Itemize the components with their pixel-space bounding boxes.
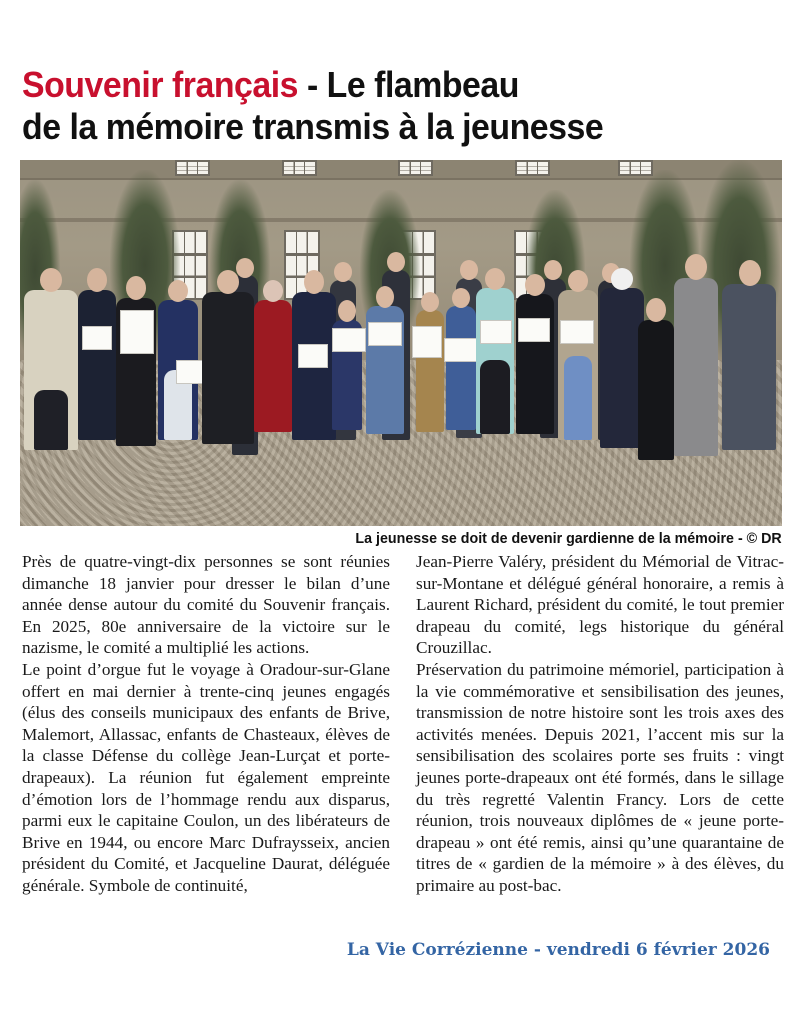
window	[398, 160, 433, 176]
person	[254, 300, 292, 432]
person-legs	[564, 356, 592, 440]
certificate	[120, 310, 154, 354]
person-head	[685, 254, 707, 280]
headline-title-line2: de la mémoire transmis à la jeunesse	[22, 106, 604, 148]
person-head	[87, 268, 107, 292]
person	[78, 290, 116, 440]
person-head	[338, 300, 356, 322]
person-head	[387, 252, 405, 272]
headline-kicker: Souvenir français	[22, 64, 299, 106]
headline-title-line1: Le flambeau	[326, 64, 519, 106]
person-head	[568, 270, 588, 292]
paragraph: Jean-Pierre Valéry, président du Mémorial de Vitrac-sur-Montane et délégué général honoraire, a remis à Laurent Richard, président du comité, le tout premier drapeau du comité, legs historique du général Crouzillac.	[416, 552, 784, 658]
certificate	[412, 326, 442, 358]
person-head	[334, 262, 352, 282]
certificate	[332, 328, 366, 352]
photo-caption: La jeunesse se doit de devenir gardienne de la mémoire - © DR	[355, 530, 782, 547]
certificate	[298, 344, 328, 368]
person-head	[485, 268, 505, 290]
window	[282, 160, 317, 176]
person-head	[126, 276, 146, 300]
paragraph: Près de quatre-vingt-dix personnes se sont réunies dimanche 18 janvier pour dresser le bilan d’une année dense autour du comité du Souvenir français. En 2025, 80e anniversaire de la victoire sur le nazisme, le comité a multiplié les actions.	[22, 552, 390, 658]
publication-source: La Vie Corrézienne - vendredi 6 février 2026	[346, 940, 770, 960]
person-head	[544, 260, 562, 280]
certificate	[560, 320, 594, 344]
person-head	[525, 274, 545, 296]
person-legs	[480, 360, 510, 434]
person	[722, 284, 776, 450]
person	[516, 294, 554, 434]
group-photo	[20, 160, 782, 526]
person-head	[376, 286, 394, 308]
person-head	[40, 268, 62, 292]
person-head	[263, 280, 283, 302]
certificate	[368, 322, 402, 346]
paragraph: Le point d’orgue fut le voyage à Oradour-sur-Glane offert en mai dernier à trente-cinq jeunes engagés (élus des conseils municipaux des enfants de Brive, Malemort, Allassac, enfants de Chasteaux, élèves de la classe Défense du collège Jean-Lurçat et porte-drapeaux). La réunion fut également empreinte d’émotion lors de l’hommage rendu aux disparus, parmi eux le capitaine Coulon, un des libérateurs de Brive en 1944, ou encore Marc Dufraysseix, ancien président du Comité, et Jacqueline Daurat, déléguée générale. Symbole de continuité,	[22, 659, 390, 895]
headline	[22, 64, 755, 148]
certificate	[82, 326, 112, 350]
officer-cap	[611, 268, 633, 290]
headline-separator: -	[298, 64, 327, 106]
certificate	[480, 320, 512, 344]
person-legs	[34, 390, 68, 450]
person-head	[168, 280, 188, 302]
certificate	[444, 338, 478, 362]
window	[515, 160, 550, 176]
person-head	[236, 258, 254, 278]
person	[638, 320, 674, 460]
person-head	[217, 270, 239, 294]
person	[202, 292, 254, 444]
person	[674, 278, 718, 456]
article-column-2	[416, 551, 784, 897]
person-head	[452, 288, 470, 308]
person-head	[304, 270, 324, 294]
window	[175, 160, 210, 176]
person-head	[739, 260, 761, 286]
person-head	[646, 298, 666, 322]
person	[446, 306, 476, 430]
person-head	[460, 260, 478, 280]
person-head	[421, 292, 439, 312]
paragraph: Préservation du patrimoine mémoriel, participation à la vie commémorative et sensibilisation des jeunes, transmission de notre histoire sont les trois axes des activités menées. Depuis 2021, l’accent mis sur la sensibilisation des scolaires porte ses fruits : vingt jeunes porte-drapeaux ont été formés, dans le sillage du très regretté Valentin Francy. Lors de cette réunion, trois nouveaux diplômes de « jeune porte-drapeau » ont été remis, ainsi qu’une quarantaine de titres de « gardien de la mémoire » à des élèves, du primaire au post-bac.	[416, 659, 784, 895]
article-column-1	[22, 551, 390, 897]
certificate	[518, 318, 550, 342]
